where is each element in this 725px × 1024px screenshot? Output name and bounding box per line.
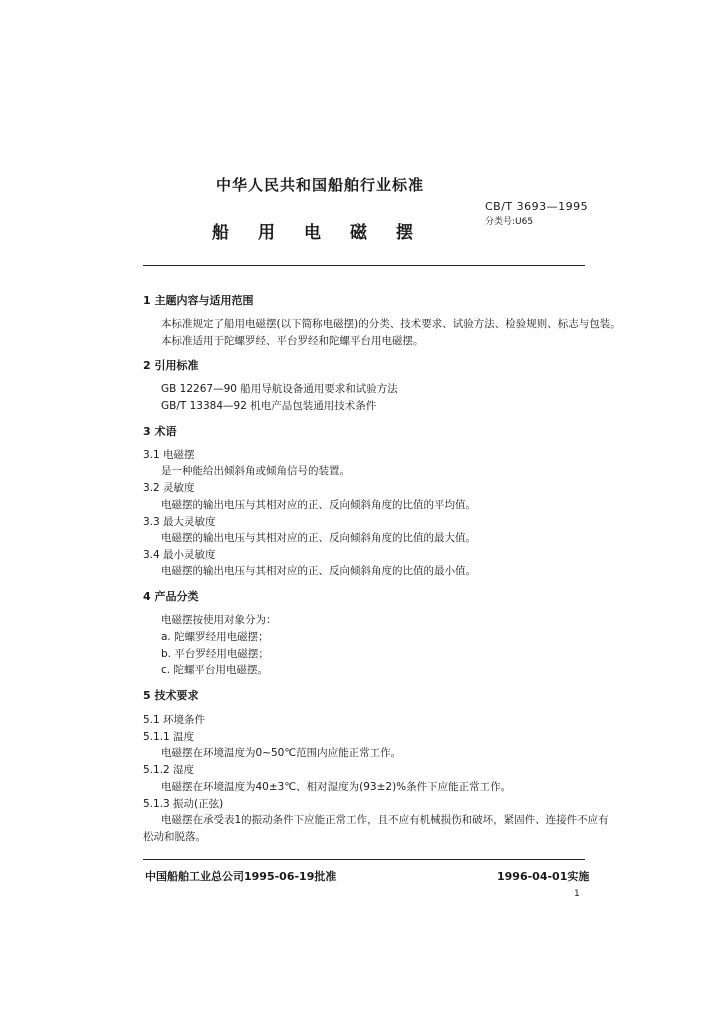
doc-title-char: 磁 [350,223,367,243]
term-3-2-def: 电磁摆的输出电压与其相对应的正、反向倾斜角度的比值的平均值。 [161,499,476,511]
section-4-heading: 4 产品分类 [143,590,199,603]
clause-5-1-1-text: 电磁摆在环境温度为0~50℃范围内应能正常工作。 [161,747,402,759]
clause-5-1-3-text: 电磁摆在承受表1的振动条件下应能正常工作，且不应有机械损伤和破坏，紧固件、连接件不应有 [161,814,609,826]
classification-c: c. 陀螺平台用电磁摆。 [161,664,268,676]
clause-5-1-3-text-cont: 松动和脱落。 [143,831,206,843]
footer-divider [143,859,585,860]
section-3-heading: 3 术语 [143,425,177,438]
clause-5-1-2-text: 电磁摆在环境温度为40±3℃、相对湿度为(93±2)%条件下应能正常工作。 [161,781,512,793]
header-divider [143,265,585,266]
standard-code: CB/T 3693—1995 [485,200,589,213]
class-code: 分类号:U65 [485,217,534,227]
approval-line: 中国船舶工业总公司1995-06-19批准 [145,870,337,883]
section-5-heading: 5 技术要求 [143,689,199,702]
term-3-4: 3.4 最小灵敏度 [143,549,216,561]
term-3-4-def: 电磁摆的输出电压与其相对应的正、反向倾斜角度的比值的最小值。 [161,565,476,577]
doc-title-char: 用 [258,223,275,243]
doc-title-char: 摆 [396,223,413,243]
clause-5-1-1: 5.1.1 温度 [143,731,195,743]
doc-title [212,218,442,243]
term-3-1: 3.1 电磁摆 [143,449,195,461]
doc-title-char: 电 [304,223,321,243]
section-1-para-1: 本标准规定了船用电磁摆(以下简称电磁摆)的分类、技术要求、试验方法、检验规则、标志与包装。 [161,318,621,330]
classification-intro: 电磁摆按使用对象分为： [161,614,277,626]
classification-b: b. 平台罗经用电磁摆； [161,648,269,660]
effective-date: 1996-04-01实施 [497,870,590,883]
doc-title-char: 船 [212,223,229,243]
org-title: 中华人民共和国船舶行业标准 [216,176,425,194]
section-2-heading: 2 引用标准 [143,359,199,372]
term-3-3-def: 电磁摆的输出电压与其相对应的正、反向倾斜角度的比值的最大值。 [161,532,476,544]
classification-a: a. 陀螺罗经用电磁摆； [161,631,269,643]
clause-5-1-3: 5.1.3 振动(正弦) [143,798,224,810]
term-3-2: 3.2 灵敏度 [143,482,195,494]
reference-2: GB/T 13384—92 机电产品包装通用技术条件 [161,400,377,412]
clause-5-1-2: 5.1.2 湿度 [143,764,195,776]
section-1-para-2: 本标准适用于陀螺罗经、平台罗经和陀螺平台用电磁摆。 [161,335,424,347]
term-3-3: 3.3 最大灵敏度 [143,516,216,528]
clause-5-1: 5.1 环境条件 [143,714,206,726]
reference-1: GB 12267—90 船用导航设备通用要求和试验方法 [161,383,398,395]
section-1-heading: 1 主题内容与适用范围 [143,294,254,307]
term-3-1-def: 是一种能给出倾斜角或倾角信号的装置。 [161,465,350,477]
page-number: 1 [574,889,580,899]
